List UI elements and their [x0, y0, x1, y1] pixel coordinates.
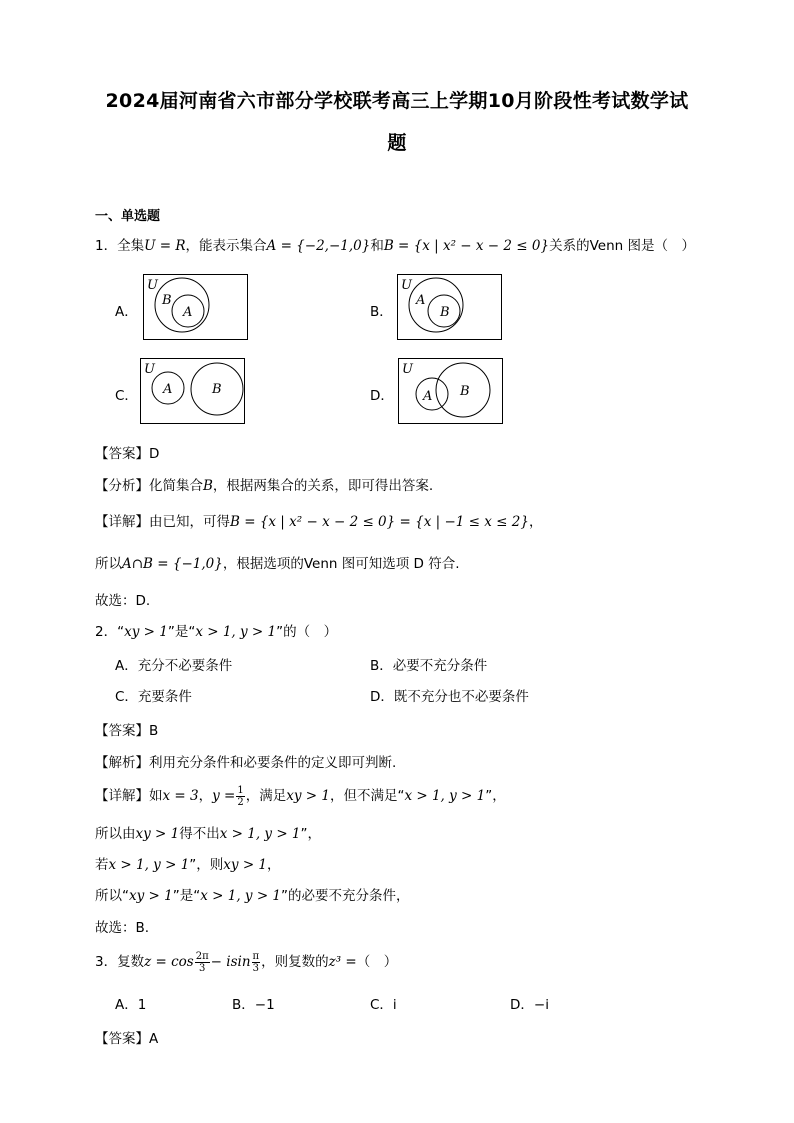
q2-d1-a: 如 — [149, 788, 163, 804]
q1-text-3: 和 — [370, 238, 384, 254]
q2-stem-a: 2．“ — [95, 624, 125, 640]
q3-option-d[interactable]: D．−i — [510, 997, 549, 1013]
q2-stem-c: ”的（ ） — [276, 624, 338, 640]
answer-tag: 【答案】 — [95, 723, 149, 739]
venn-b-u-label: U — [401, 278, 412, 293]
answer-tag: 【答案】 — [95, 1031, 149, 1047]
q2-d4-a: 所以“ — [95, 888, 129, 904]
q2-answer — [95, 719, 158, 739]
q1-text-1: 全集 — [117, 238, 145, 254]
venn-d-right-label: B — [460, 384, 470, 399]
q1-option-c-label[interactable]: C． — [115, 388, 138, 404]
q2-d3-b: ”，则 — [189, 857, 224, 873]
venn-b-inner-label: B — [440, 305, 450, 320]
fraction-denominator: 2 — [237, 796, 244, 808]
q1-venn-diagram-b — [397, 274, 503, 341]
q1-set-b: B = {x | x² − x − 2 ≤ 0} — [383, 238, 550, 254]
q2-d1-c: ，满足 — [245, 788, 287, 804]
fraction-denominator: 3 — [252, 962, 259, 974]
q1-option-a-label[interactable]: A． — [115, 304, 138, 320]
q2-detail-3 — [95, 853, 281, 873]
q3-stem-a: 3．复数 — [95, 954, 145, 970]
q3-option-a[interactable]: A．1 — [115, 997, 147, 1013]
q3-fraction-2 — [252, 951, 261, 974]
venn-b-outer-label: A — [416, 293, 426, 308]
q3-math-3: z³ = — [328, 954, 357, 970]
venn-d-left-label: A — [423, 389, 433, 404]
analysis-tag: 【分析】 — [95, 478, 149, 494]
answer-tag: 【答案】 — [95, 446, 149, 462]
q2-analysis-text: 利用充分条件和必要条件的定义即可判断. — [149, 755, 397, 771]
q2-detail-4 — [95, 884, 410, 904]
q2-d4-b: ”是“ — [172, 888, 201, 904]
q2-stem-math-2: x > 1, y > 1 — [195, 624, 277, 640]
q2-stem-math-1: xy > 1 — [124, 624, 168, 640]
q2-analysis — [95, 751, 396, 771]
fraction-numerator: 2π — [195, 950, 209, 962]
q1-option-d-label[interactable]: D． — [370, 388, 394, 404]
q1-detail2-text-b: ，根据选项的Venn 图可知选项 D 符合. — [222, 556, 460, 572]
q2-d1-math-4: x > 1, y > 1 — [404, 788, 486, 804]
q2-option-b[interactable]: B．必要不充分条件 — [370, 658, 488, 674]
detail-tag: 【详解】 — [95, 788, 149, 804]
q2-option-d[interactable]: D．既不充分也不必要条件 — [370, 689, 529, 705]
q1-text-2: ，能表示集合 — [185, 238, 267, 254]
fraction-numerator: 1 — [237, 784, 244, 796]
q3-option-c[interactable]: C．i — [370, 997, 397, 1013]
q1-answer — [95, 442, 159, 462]
q1-set-a: A = {−2,−1,0} — [266, 238, 371, 254]
q2-detail-2 — [95, 822, 321, 842]
q2-d2-c: ”， — [300, 826, 322, 842]
fraction-denominator: 3 — [199, 962, 206, 974]
q3-math-1: z = cos — [144, 954, 194, 970]
fraction-numerator: π — [252, 950, 260, 962]
q2-d3-a: 若 — [95, 857, 109, 873]
q3-option-b[interactable]: B．−1 — [232, 997, 275, 1013]
q2-answer-value: B — [149, 723, 159, 739]
q1-analysis-set-b: B — [203, 478, 213, 494]
q2-d4-c: ”的必要不充分条件， — [281, 888, 410, 904]
q2-d4-math-2: x > 1, y > 1 — [200, 888, 282, 904]
q2-choose: 故选：B. — [95, 920, 150, 936]
q2-detail-1 — [95, 781, 506, 811]
q2-d2-math-1: xy > 1 — [135, 826, 180, 842]
q1-option-b-label[interactable]: B． — [370, 304, 393, 320]
q2-stem — [95, 620, 337, 640]
q2-d1-e: ”， — [485, 788, 506, 804]
q3-answer-value: A — [149, 1031, 159, 1047]
q1-venn-diagram-c — [140, 358, 246, 425]
q3-answer — [95, 1027, 158, 1047]
q1-number: 1． — [95, 238, 118, 254]
q3-fraction-1 — [195, 951, 210, 974]
venn-a-inner-label: A — [183, 305, 193, 320]
q1-text-4: 关系的Venn 图是（ ） — [549, 238, 695, 254]
q1-venn-diagram-a — [143, 274, 249, 341]
venn-a-outer-label: B — [162, 293, 172, 308]
venn-c-u-label: U — [144, 362, 155, 377]
q2-stem-b: ”是“ — [167, 624, 196, 640]
q2-option-a[interactable]: A．充分不必要条件 — [115, 658, 233, 674]
q1-detail-2 — [95, 552, 460, 572]
venn-d-u-label: U — [402, 362, 413, 377]
q1-answer-value: D — [149, 446, 160, 462]
q1-analysis — [95, 474, 433, 494]
q2-d4-math-1: xy > 1 — [129, 888, 173, 904]
q2-d3-c: ， — [267, 857, 281, 873]
q2-d2-b: 得不出 — [179, 826, 220, 842]
q2-d1-d: ，但不满足“ — [329, 788, 405, 804]
q1-analysis-text-a: 化简集合 — [149, 478, 203, 494]
q1-choose: 故选：D. — [95, 593, 151, 609]
venn-c-left-label: A — [163, 382, 173, 397]
q1-venn-diagram-d — [398, 358, 504, 425]
q2-d2-a: 所以由 — [95, 826, 136, 842]
q2-d3-math-1: x > 1, y > 1 — [108, 857, 190, 873]
q3-math-2: − isin — [210, 954, 251, 970]
q1-universal-set: U = R — [144, 238, 186, 254]
analysis-tag: 【解析】 — [95, 755, 149, 771]
venn-c-universe-rect — [141, 359, 245, 424]
q2-d1-math-3: xy > 1 — [286, 788, 330, 804]
detail-tag: 【详解】 — [95, 514, 149, 530]
q1-analysis-text-c: ，根据两集合的关系，即可得出答案. — [212, 478, 434, 494]
q2-d1-math-1: x = 3 — [162, 788, 199, 804]
q1-detail2-text-a: 所以 — [95, 556, 122, 572]
q1-detail-text-a: 由已知，可得 — [149, 514, 230, 530]
q3-stem — [95, 945, 397, 979]
paper-title-line2: 题 — [387, 132, 407, 154]
q2-d1-fraction — [236, 785, 244, 808]
q1-detail2-math: A∩B = {−1,0} — [122, 556, 223, 572]
q3-stem-b: ，则复数的 — [261, 954, 329, 970]
q1-detail — [95, 510, 542, 530]
paper-title-line1: 2024届河南省六市部分学校联考高三上学期10月阶段性考试数学试 — [105, 90, 689, 112]
venn-a-universe-rect — [144, 275, 248, 340]
q2-d1-b: ， — [198, 788, 213, 804]
section-heading: 一、单选题 — [95, 209, 161, 224]
venn-c-right-label: B — [212, 382, 222, 397]
q1-detail-end: ， — [528, 514, 543, 530]
venn-a-u-label: U — [147, 278, 158, 293]
q1-detail-math: B = {x | x² − x − 2 ≤ 0} = {x | −1 ≤ x ≤ 2} — [230, 514, 529, 530]
q2-d3-math-2: xy > 1 — [223, 857, 268, 873]
q1-stem — [95, 234, 695, 254]
q2-d1-math-2: y = — [212, 788, 236, 804]
q2-option-c[interactable]: C．充要条件 — [115, 689, 192, 705]
q3-stem-c: （ ） — [356, 954, 398, 970]
q2-d2-math-2: x > 1, y > 1 — [219, 826, 301, 842]
